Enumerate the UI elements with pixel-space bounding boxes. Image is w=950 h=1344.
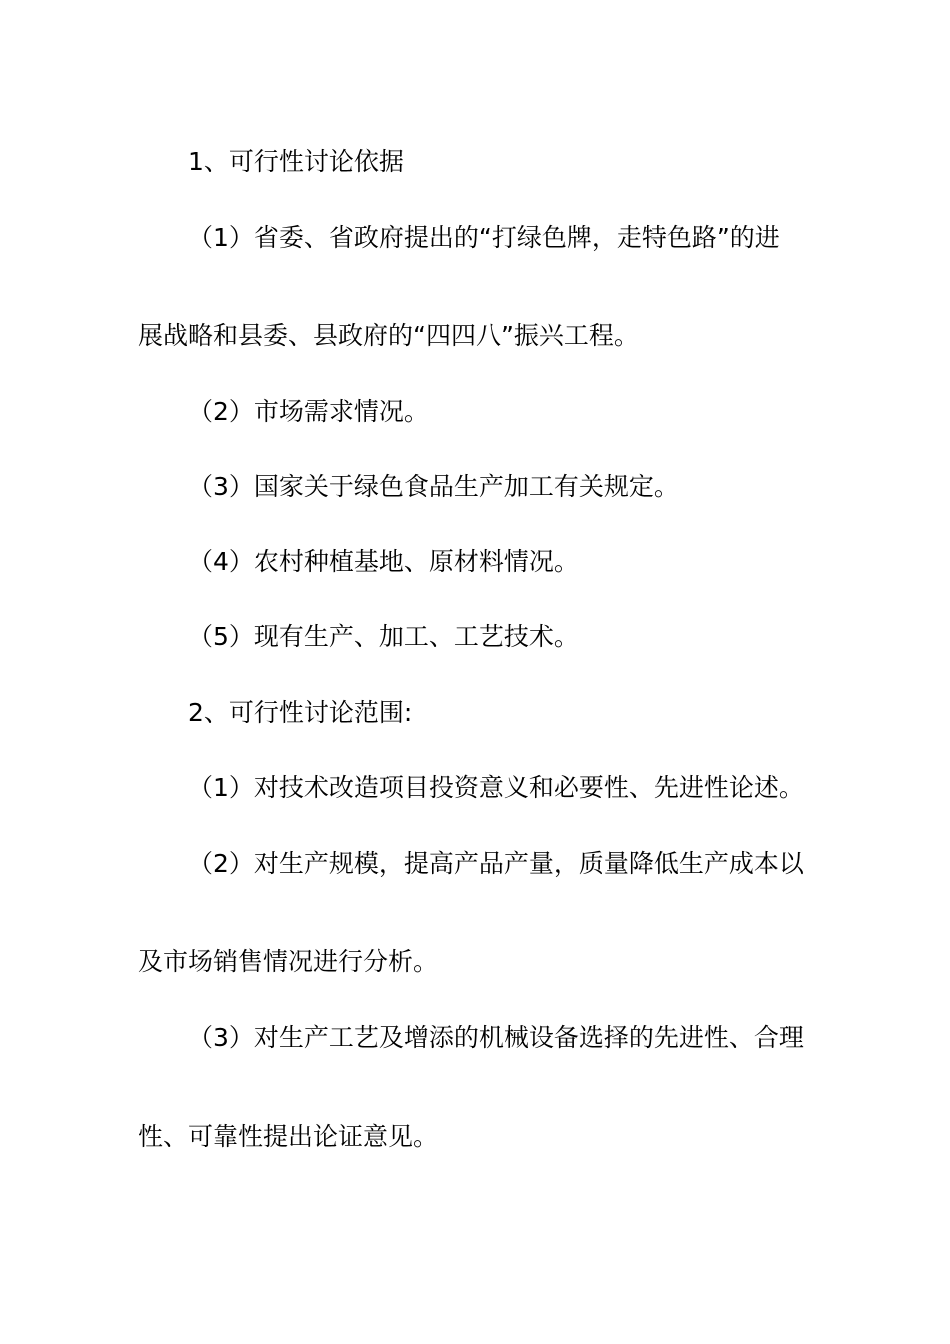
paragraph-2-1: （1）对技术改造项目投资意义和必要性、先进性论述。	[188, 773, 804, 802]
paragraph-1-3: （3）国家关于绿色食品生产加工有关规定。	[188, 472, 679, 501]
paragraph-1-4: （4）农村种植基地、原材料情况。	[188, 547, 579, 576]
paragraph-2-3-line-2: 性、可靠性提出论证意见。	[138, 1122, 439, 1151]
paragraph-2-2-line-1: （2）对生产规模，提高产品产量，质量降低生产成本以	[188, 849, 804, 878]
paragraph-1-1-line-2: 展战略和县委、县政府的“四四八”振兴工程。	[138, 321, 639, 350]
section-heading-2: 2、可行性讨论范围:	[188, 698, 413, 727]
paragraph-1-2: （2）市场需求情况。	[188, 397, 429, 426]
paragraph-2-3-line-1: （3）对生产工艺及增添的机械设备选择的先进性、合理	[188, 1023, 804, 1052]
paragraph-2-2-line-2: 及市场销售情况进行分析。	[138, 947, 439, 976]
paragraph-1-1-line-1: （1）省委、省政府提出的“打绿色牌，走特色路”的进	[188, 223, 780, 252]
section-heading-1: 1、可行性讨论依据	[188, 147, 404, 176]
paragraph-1-5: （5）现有生产、加工、工艺技术。	[188, 622, 579, 651]
